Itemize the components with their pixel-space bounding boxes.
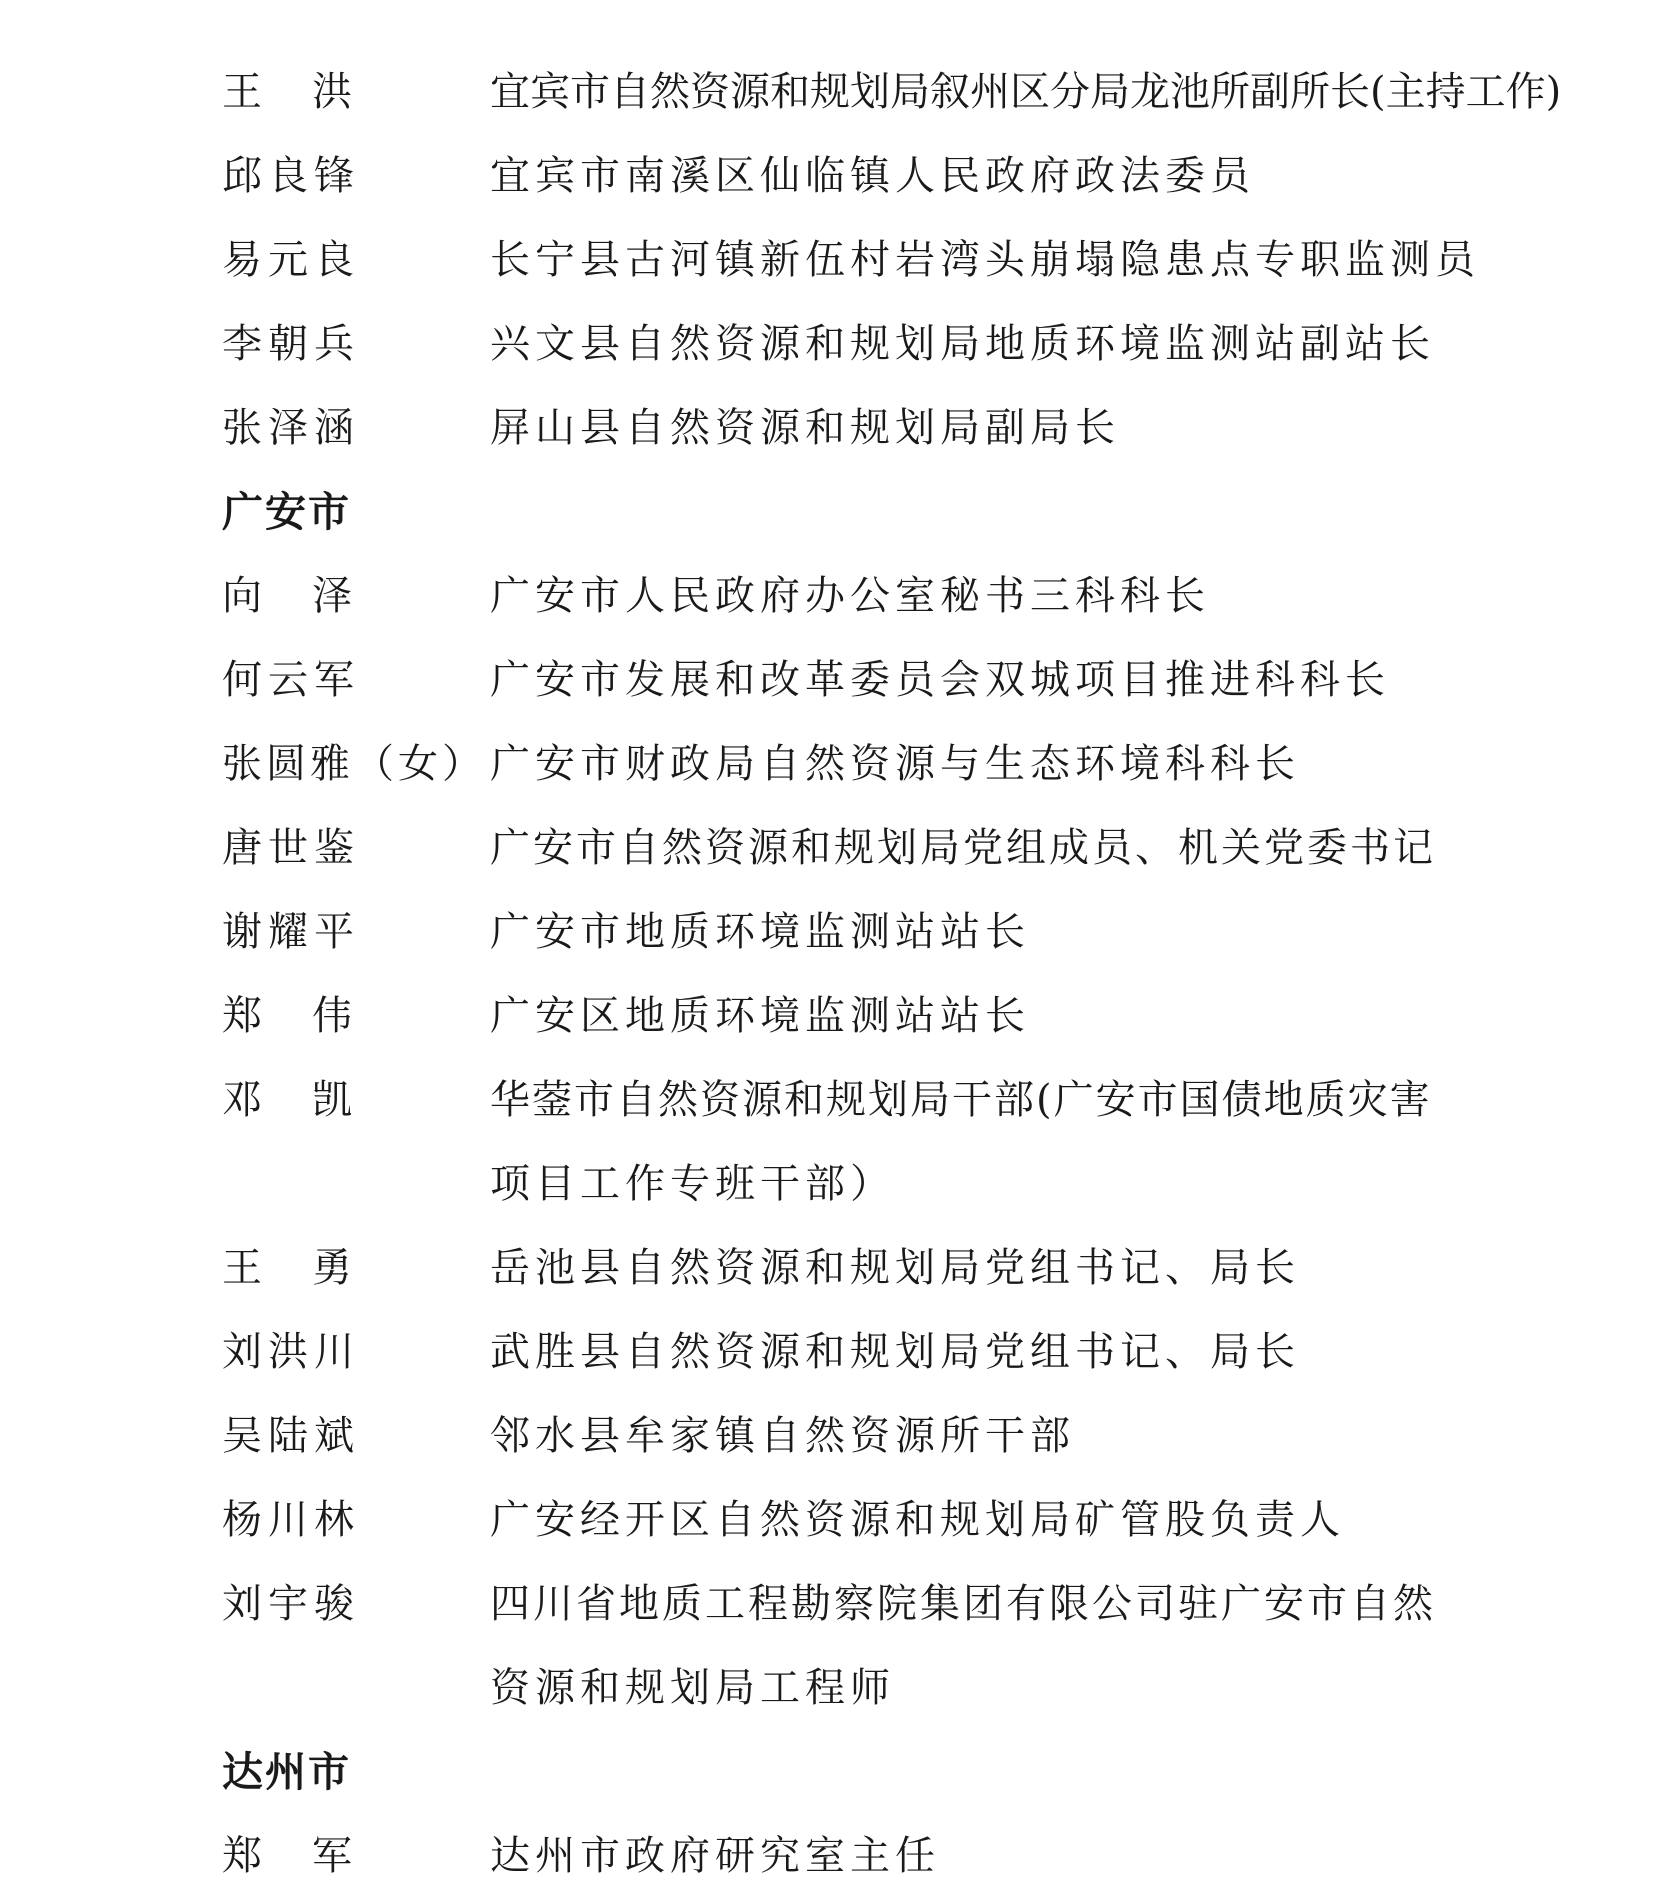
person-name: 易元良 xyxy=(222,237,360,283)
person-name: 刘洪川 xyxy=(222,1329,360,1375)
person-name-char: 郑 xyxy=(222,1833,262,1879)
person-name-char: 郑 xyxy=(222,993,262,1039)
person-name: 何云军 xyxy=(222,657,360,703)
person-name: 吴陆斌 xyxy=(222,1413,360,1459)
list-item xyxy=(0,1058,1654,1142)
person-name: 刘宇骏 xyxy=(222,1581,360,1627)
person-title: 武胜县自然资源和规划局党组书记、局长 xyxy=(490,1329,1300,1375)
list-item-continuation xyxy=(0,1646,1654,1730)
person-title: 广安市地质环境监测站站长 xyxy=(490,909,1030,955)
list-item xyxy=(0,218,1654,302)
person-title: 长宁县古河镇新伍村岩湾头崩塌隐患点专职监测员 xyxy=(490,237,1480,283)
person-name-char: 洪 xyxy=(312,69,352,115)
list-item xyxy=(0,1814,1654,1898)
person-title: 广安市财政局自然资源与生态环境科科长 xyxy=(490,741,1300,787)
person-name: 唐世鉴 xyxy=(222,825,360,871)
list-item xyxy=(0,974,1654,1058)
list-item xyxy=(0,554,1654,638)
person-title: 邻水县牟家镇自然资源所干部 xyxy=(490,1413,1075,1459)
section-heading: 达州市 xyxy=(222,1748,351,1796)
person-title: 四川省地质工程勘察院集团有限公司驻广安市自然 xyxy=(490,1581,1436,1627)
person-name-char: 伟 xyxy=(312,993,352,1039)
person-title: 岳池县自然资源和规划局党组书记、局长 xyxy=(490,1245,1300,1291)
person-name-char: 王 xyxy=(222,1245,262,1291)
person-name-char: 泽 xyxy=(312,573,352,619)
list-item xyxy=(0,1310,1654,1394)
person-name-char: 勇 xyxy=(312,1245,352,1291)
person-name-char: 邓 xyxy=(222,1077,262,1123)
person-title: 华蓥市自然资源和规划局干部(广安市国债地质灾害 xyxy=(490,1077,1432,1123)
list-item xyxy=(0,134,1654,218)
person-title: 广安区地质环境监测站站长 xyxy=(490,993,1030,1039)
list-item xyxy=(0,806,1654,890)
person-name: 邱良锋 xyxy=(222,153,360,199)
list-item xyxy=(0,386,1654,470)
person-title: 屏山县自然资源和规划局副局长 xyxy=(490,405,1120,451)
list-item xyxy=(0,1562,1654,1646)
person-name-char: 军 xyxy=(312,1833,352,1879)
list-item xyxy=(0,50,1654,134)
person-title: 广安经开区自然资源和规划局矿管股负责人 xyxy=(490,1497,1345,1543)
person-title: 广安市发展和改革委员会双城项目推进科科长 xyxy=(490,657,1390,703)
person-title: 广安市人民政府办公室秘书三科科长 xyxy=(490,573,1210,619)
list-item xyxy=(0,302,1654,386)
list-item xyxy=(0,1478,1654,1562)
person-name-char: 向 xyxy=(222,573,262,619)
person-title: 达州市政府研究室主任 xyxy=(490,1833,940,1879)
person-title-continued: 资源和规划局工程师 xyxy=(490,1665,895,1711)
person-title: 广安市自然资源和规划局党组成员、机关党委书记 xyxy=(490,825,1436,871)
person-name: 张圆雅（女） xyxy=(222,741,486,787)
list-item xyxy=(0,1394,1654,1478)
list-item xyxy=(0,638,1654,722)
person-title: 兴文县自然资源和规划局地质环境监测站副站长 xyxy=(490,321,1435,367)
person-title-continued: 项目工作专班干部） xyxy=(490,1161,895,1207)
list-item xyxy=(0,722,1654,806)
person-name-char: 王 xyxy=(222,69,262,115)
person-name: 李朝兵 xyxy=(222,321,360,367)
list-item xyxy=(0,890,1654,974)
person-name: 谢耀平 xyxy=(222,909,360,955)
list-item-continuation xyxy=(0,1142,1654,1226)
person-name: 杨川林 xyxy=(222,1497,360,1543)
person-name-char: 凯 xyxy=(312,1077,352,1123)
person-title: 宜宾市南溪区仙临镇人民政府政法委员 xyxy=(490,153,1255,199)
list-item xyxy=(0,1226,1654,1310)
section-heading: 广安市 xyxy=(222,488,351,536)
person-title: 宜宾市自然资源和规划局叙州区分局龙池所副所长(主持工作) xyxy=(490,69,1562,115)
person-name: 张泽涵 xyxy=(222,405,360,451)
